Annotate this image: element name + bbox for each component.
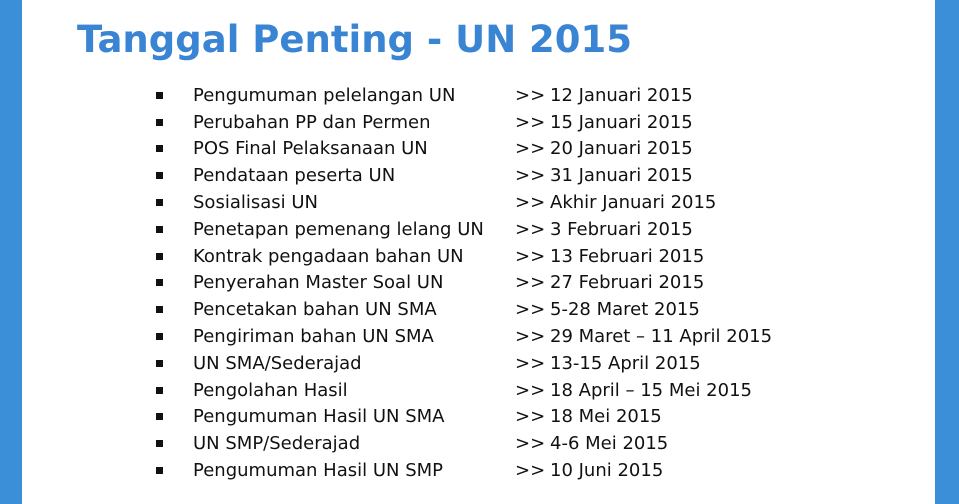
event-date: 3 Februari 2015	[550, 218, 693, 240]
separator-arrow: >>	[515, 299, 546, 321]
event-label: POS Final Pelaksanaan UN	[193, 138, 428, 160]
list-item	[156, 136, 772, 163]
bullet-icon	[156, 279, 163, 286]
separator-arrow: >>	[515, 84, 546, 106]
event-label: Pencetakan bahan UN SMA	[193, 299, 437, 321]
bullet-icon	[156, 387, 163, 394]
event-label: UN SMP/Sederajad	[193, 433, 361, 455]
event-date: 15 Januari 2015	[550, 111, 693, 133]
list-item	[156, 243, 772, 270]
event-label: Pengumuman pelelangan UN	[193, 84, 456, 106]
list-item	[156, 457, 772, 484]
list-item	[156, 216, 772, 243]
event-date: 4-6 Mei 2015	[550, 433, 669, 455]
event-label: Pengumuman Hasil UN SMP	[193, 460, 444, 482]
event-date: 29 Maret – 11 April 2015	[550, 326, 773, 348]
event-label: Kontrak pengadaan bahan UN	[193, 245, 464, 267]
event-label: Penyerahan Master Soal UN	[193, 272, 444, 294]
bullet-icon	[156, 467, 163, 474]
list-item	[156, 323, 772, 350]
list-item	[156, 377, 772, 404]
separator-arrow: >>	[515, 379, 546, 401]
separator-arrow: >>	[515, 138, 546, 160]
list-item	[156, 162, 772, 189]
schedule-list	[156, 82, 772, 484]
list-item	[156, 82, 772, 109]
bullet-icon	[156, 145, 163, 152]
event-date: 12 Januari 2015	[550, 84, 693, 106]
bullet-icon	[156, 440, 163, 447]
event-label: Pendataan peserta UN	[193, 165, 396, 187]
bullet-icon	[156, 360, 163, 367]
event-date: 20 Januari 2015	[550, 138, 693, 160]
event-label: Penetapan pemenang lelang UN	[193, 218, 484, 240]
bullet-icon	[156, 306, 163, 313]
separator-arrow: >>	[515, 165, 546, 187]
separator-arrow: >>	[515, 406, 546, 428]
event-date: Akhir Januari 2015	[550, 192, 717, 214]
right-accent-bar	[935, 0, 959, 504]
list-item	[156, 270, 772, 297]
bullet-icon	[156, 199, 163, 206]
bullet-icon	[156, 253, 163, 260]
separator-arrow: >>	[515, 433, 546, 455]
event-date: 18 April – 15 Mei 2015	[550, 379, 752, 401]
list-item	[156, 296, 772, 323]
bullet-icon	[156, 333, 163, 340]
bullet-icon	[156, 413, 163, 420]
list-item	[156, 430, 772, 457]
slide-title: Tanggal Penting - UN 2015	[77, 18, 633, 61]
event-date: 13-15 April 2015	[550, 352, 701, 374]
bullet-icon	[156, 119, 163, 126]
event-label: Pengiriman bahan UN SMA	[193, 326, 434, 348]
list-item	[156, 189, 772, 216]
list-item	[156, 350, 772, 377]
event-date: 10 Juni 2015	[550, 460, 664, 482]
separator-arrow: >>	[515, 460, 546, 482]
separator-arrow: >>	[515, 326, 546, 348]
bullet-icon	[156, 226, 163, 233]
bullet-icon	[156, 92, 163, 99]
event-label: Pengolahan Hasil	[193, 379, 348, 401]
left-accent-bar	[0, 0, 22, 504]
event-label: Perubahan PP dan Permen	[193, 111, 431, 133]
separator-arrow: >>	[515, 192, 546, 214]
event-date: 5-28 Maret 2015	[550, 299, 700, 321]
separator-arrow: >>	[515, 111, 546, 133]
separator-arrow: >>	[515, 352, 546, 374]
event-date: 13 Februari 2015	[550, 245, 705, 267]
list-item	[156, 109, 772, 136]
event-date: 27 Februari 2015	[550, 272, 705, 294]
separator-arrow: >>	[515, 245, 546, 267]
event-label: Pengumuman Hasil UN SMA	[193, 406, 445, 428]
separator-arrow: >>	[515, 272, 546, 294]
list-item	[156, 404, 772, 431]
event-date: 18 Mei 2015	[550, 406, 662, 428]
event-date: 31 Januari 2015	[550, 165, 693, 187]
separator-arrow: >>	[515, 218, 546, 240]
event-label: UN SMA/Sederajad	[193, 352, 362, 374]
event-label: Sosialisasi UN	[193, 192, 318, 214]
bullet-icon	[156, 172, 163, 179]
